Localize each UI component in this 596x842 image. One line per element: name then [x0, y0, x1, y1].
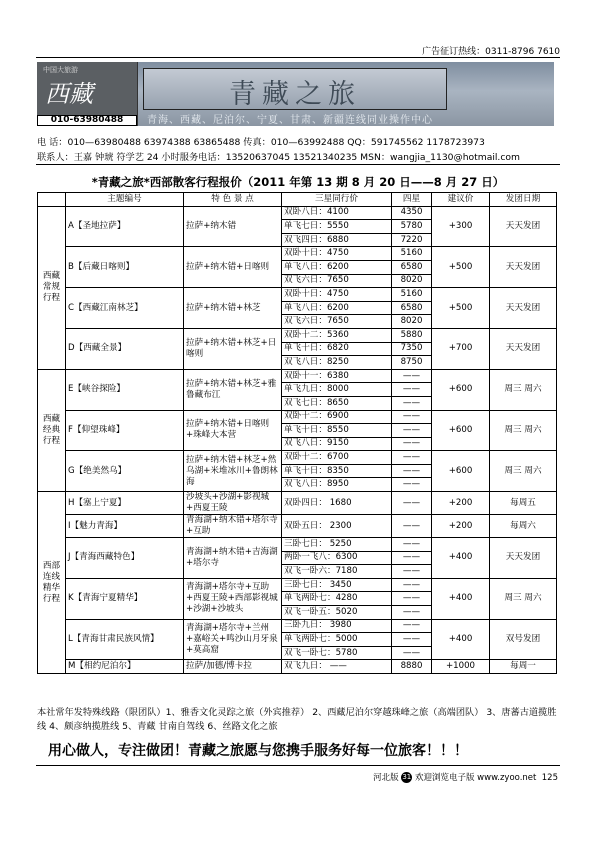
- four-star-price-cell: 8750: [392, 356, 432, 370]
- four-star-price-cell: ——: [392, 592, 432, 606]
- three-star-price-cell: 双飞八日：8950: [282, 478, 392, 492]
- four-star-price-cell: ——: [392, 515, 432, 538]
- route-spots-cell: 拉萨+纳木错+林芝+日喀则: [184, 328, 282, 369]
- header-cell: 四星: [392, 193, 432, 207]
- category-cell: 西藏经典行程: [38, 369, 66, 491]
- route-code-cell: A【圣地拉萨】: [66, 206, 184, 247]
- three-star-price-cell: 单飞两卧七：4280: [282, 592, 392, 606]
- route-spots-cell: 拉萨+纳木错+林芝: [184, 288, 282, 329]
- contact-divider: [36, 164, 560, 165]
- four-star-price-cell: 7220: [392, 233, 432, 247]
- suggested-price-cell: +1000: [432, 660, 490, 674]
- route-spots-cell: 青海湖+塔尔寺+互助+西夏王陵+西部影视城+沙湖+沙坡头: [184, 578, 282, 619]
- contact-persons: 联系人：王嘉 钟琥 符学艺 24 小时服务电话：13520637045 13521340235 MSN：wangjia_1130@hotmail.com: [37, 152, 520, 163]
- four-star-price-cell: 5160: [392, 247, 432, 261]
- suggested-price-cell: +700: [432, 328, 490, 369]
- route-spots-cell: 青海湖+纳木错+塔尔寺+互助: [184, 515, 282, 538]
- departure-date-cell: 周三 周六: [490, 369, 557, 410]
- route-spots-cell: 拉萨+纳木错+林芝+然乌湖+米堆冰川+鲁朗林海: [184, 451, 282, 492]
- departure-date-cell: 周三 周六: [490, 578, 557, 619]
- suggested-price-cell: +600: [432, 451, 490, 492]
- three-star-price-cell: 单飞九日：8000: [282, 383, 392, 397]
- three-star-price-cell: 双卧五日： 2300: [282, 515, 392, 538]
- three-star-price-cell: 两卧一飞八：6300: [282, 551, 392, 565]
- table-row: [38, 410, 557, 424]
- header-cell: 三星同行价: [282, 193, 392, 207]
- three-star-price-cell: 双卧八日：4100: [282, 206, 392, 220]
- four-star-price-cell: ——: [392, 383, 432, 397]
- contact-phones: 电 话：010—63980488 63974388 63865488 传真：010—63992488 QQ：591745562 1178723973: [37, 137, 485, 148]
- suggested-price-cell: +200: [432, 492, 490, 515]
- four-star-price-cell: ——: [392, 606, 432, 620]
- three-star-price-cell: 单飞两卧七：5000: [282, 633, 392, 647]
- four-star-price-cell: ——: [392, 478, 432, 492]
- top-divider: [36, 57, 560, 58]
- departure-date-cell: 每周一: [490, 660, 557, 674]
- route-spots-cell: 拉萨+纳木错+日喀则: [184, 247, 282, 288]
- route-code-cell: D【西藏全景】: [66, 328, 184, 369]
- table-row: [38, 619, 557, 633]
- route-code-cell: G【绝美然乌】: [66, 451, 184, 492]
- four-star-price-cell: 4350: [392, 206, 432, 220]
- table-row: [38, 328, 557, 342]
- four-star-price-cell: 8880: [392, 660, 432, 674]
- table-row: [38, 247, 557, 261]
- table-row: [38, 206, 557, 220]
- three-star-price-cell: 双飞一卧六：7180: [282, 565, 392, 579]
- four-star-price-cell: ——: [392, 578, 432, 592]
- three-star-price-cell: 双卧十日：4750: [282, 247, 392, 261]
- four-star-price-cell: ——: [392, 437, 432, 451]
- three-star-price-cell: 双飞八日：9150: [282, 437, 392, 451]
- three-star-price-cell: 三卧七日： 5250: [282, 538, 392, 552]
- table-row: [38, 515, 557, 538]
- route-code-cell: C【西藏江南林芝】: [66, 288, 184, 329]
- four-star-price-cell: 5160: [392, 288, 432, 302]
- bottom-divider: [36, 765, 560, 766]
- three-star-price-cell: 单飞十日：8550: [282, 424, 392, 438]
- suggested-price-cell: +600: [432, 410, 490, 451]
- table-row: [38, 492, 557, 515]
- four-star-price-cell: ——: [392, 424, 432, 438]
- departure-date-cell: 天天发团: [490, 538, 557, 579]
- header-cell: 发团日期: [490, 193, 557, 207]
- four-star-price-cell: ——: [392, 565, 432, 579]
- four-star-price-cell: ——: [392, 646, 432, 660]
- departure-date-cell: 天天发团: [490, 288, 557, 329]
- three-star-price-cell: 双卧十一：6380: [282, 369, 392, 383]
- three-star-price-cell: 双飞六日：7650: [282, 315, 392, 329]
- departure-date-cell: 每周五: [490, 492, 557, 515]
- brand-title: 青藏之旅: [229, 79, 361, 110]
- route-spots-cell: 拉萨/加德/博卡拉: [184, 660, 282, 674]
- logo: [37, 62, 138, 126]
- suggested-price-cell: +300: [432, 206, 490, 247]
- logo-phone: 010-63980488: [37, 115, 137, 126]
- special-routes-note: 本社常年发特殊线路（限团队）1、雅香文化灵踪之旅（外宾推荐） 2、西藏尼泊尔穿越珠峰之旅（高端团队） 3、唐蕃古道揽胜线 4、颇彦纳揽胜线 5、青藏 甘南自驾线 6、丝路文化之旅: [37, 707, 557, 732]
- route-spots-cell: 拉萨+纳木错+林芝+雅鲁藏布江: [184, 369, 282, 410]
- header-cell: 特 色 景 点: [184, 193, 282, 207]
- four-star-price-cell: ——: [392, 369, 432, 383]
- three-star-price-cell: 双飞一卧七：5780: [282, 646, 392, 660]
- three-star-price-cell: 三卧七日： 3450: [282, 578, 392, 592]
- route-code-cell: K【青海宁夏精华】: [66, 578, 184, 619]
- four-star-price-cell: 6580: [392, 301, 432, 315]
- category-cell: 西藏常规行程: [38, 206, 66, 369]
- four-star-price-cell: ——: [392, 451, 432, 465]
- route-spots-cell: 拉萨+纳木错+日喀则+珠峰大本营: [184, 410, 282, 451]
- three-star-price-cell: 双飞七日：8650: [282, 396, 392, 410]
- four-star-price-cell: ——: [392, 464, 432, 478]
- three-star-price-cell: 单飞八日：6200: [282, 260, 392, 274]
- header-cell: 建议价: [432, 193, 490, 207]
- three-star-price-cell: 单飞八日：6200: [282, 301, 392, 315]
- three-star-price-cell: 单飞十日：6820: [282, 342, 392, 356]
- route-code-cell: H【塞上宁夏】: [66, 492, 184, 515]
- table-row: [38, 288, 557, 302]
- three-star-price-cell: 单飞七日：5550: [282, 220, 392, 234]
- suggested-price-cell: +200: [432, 515, 490, 538]
- four-star-price-cell: 7350: [392, 342, 432, 356]
- issue-badge: 31: [402, 773, 412, 781]
- company-slogan: 用心做人，专注做团！青藏之旅愿与您携手服务好每一位旅客！！！: [48, 743, 468, 759]
- suggested-price-cell: +400: [432, 578, 490, 619]
- route-spots-cell: 青海湖+纳木错+吉海湖+塔尔寺: [184, 538, 282, 579]
- route-code-cell: L【青海甘肃民族风情】: [66, 619, 184, 660]
- page-number: 125: [541, 773, 558, 783]
- departure-date-cell: 双号发团: [490, 619, 557, 660]
- route-code-cell: E【峡谷探险】: [66, 369, 184, 410]
- table-header-row: [38, 193, 557, 207]
- suggested-price-cell: +500: [432, 247, 490, 288]
- footer-text: 欢迎浏览电子版 www.zyoo.net: [414, 773, 537, 783]
- category-cell: 西部连线精华行程: [38, 492, 66, 674]
- departure-date-cell: 周三 周六: [490, 451, 557, 492]
- route-code-cell: B【后藏日喀则】: [66, 247, 184, 288]
- departure-date-cell: 每周六: [490, 515, 557, 538]
- three-star-price-cell: 双卧十日：4750: [282, 288, 392, 302]
- four-star-price-cell: ——: [392, 551, 432, 565]
- three-star-price-cell: 单飞十日：8350: [282, 464, 392, 478]
- route-spots-cell: 拉萨+纳木错: [184, 206, 282, 247]
- route-code-cell: F【仰望珠峰】: [66, 410, 184, 451]
- route-code-cell: M【相约尼泊尔】: [66, 660, 184, 674]
- banner: [37, 62, 554, 126]
- four-star-price-cell: ——: [392, 619, 432, 633]
- four-star-price-cell: 8020: [392, 274, 432, 288]
- logo-small-text: 中国大旅游: [43, 66, 78, 74]
- four-star-price-cell: 5780: [392, 220, 432, 234]
- suggested-price-cell: +600: [432, 369, 490, 410]
- tour-price-table: [37, 192, 557, 674]
- three-star-price-cell: 双飞八日：8250: [282, 356, 392, 370]
- departure-date-cell: 天天发团: [490, 206, 557, 247]
- header-cell: 主题编号: [66, 193, 184, 207]
- table-row: [38, 451, 557, 465]
- four-star-price-cell: 8020: [392, 315, 432, 329]
- header-cell: [38, 193, 66, 207]
- route-code-cell: J【青海西藏特色】: [66, 538, 184, 579]
- three-star-price-cell: 双卧十二：6900: [282, 410, 392, 424]
- table-row: [38, 369, 557, 383]
- departure-date-cell: 周三 周六: [490, 410, 557, 451]
- suggested-price-cell: +400: [432, 538, 490, 579]
- page-title: *青藏之旅*西部散客行程报价（2011 年第 13 期 8 月 20 日——8 月 27 日）: [91, 175, 505, 189]
- three-star-price-cell: 双卧十二：5360: [282, 328, 392, 342]
- table-row: [38, 578, 557, 592]
- route-code-cell: I【魅力青海】: [66, 515, 184, 538]
- four-star-price-cell: ——: [392, 633, 432, 647]
- four-star-price-cell: 5880: [392, 328, 432, 342]
- brand-box: [143, 68, 447, 110]
- departure-date-cell: 天天发团: [490, 328, 557, 369]
- three-star-price-cell: 双飞九日： ——: [282, 660, 392, 674]
- four-star-price-cell: ——: [392, 492, 432, 515]
- route-spots-cell: 沙坡头+沙湖+影视城+西夏王陵: [184, 492, 282, 515]
- suggested-price-cell: +400: [432, 619, 490, 660]
- three-star-price-cell: 双飞四日：6880: [282, 233, 392, 247]
- edition-label: 河北版: [373, 773, 399, 783]
- three-star-price-cell: 双飞六日：7650: [282, 274, 392, 288]
- table-row: [38, 538, 557, 552]
- page-footer: [373, 771, 558, 783]
- logo-text: 西藏: [45, 80, 93, 108]
- ad-hotline: 广告征订热线：0311-8796 7610: [422, 47, 560, 57]
- suggested-price-cell: +500: [432, 288, 490, 329]
- departure-date-cell: 天天发团: [490, 247, 557, 288]
- banner-slogan: 青海、西藏、尼泊尔、宁夏、甘肃、新疆连线同业操作中心: [147, 115, 433, 126]
- four-star-price-cell: ——: [392, 396, 432, 410]
- four-star-price-cell: 6580: [392, 260, 432, 274]
- three-star-price-cell: 三卧九日： 3980: [282, 619, 392, 633]
- table-row: [38, 660, 557, 674]
- three-star-price-cell: 双卧十二：6700: [282, 451, 392, 465]
- three-star-price-cell: 双飞一卧五：5020: [282, 606, 392, 620]
- four-star-price-cell: ——: [392, 538, 432, 552]
- four-star-price-cell: ——: [392, 410, 432, 424]
- three-star-price-cell: 双卧四日： 1680: [282, 492, 392, 515]
- route-spots-cell: 青海湖+塔尔寺+兰州+嘉峪关+鸣沙山月牙泉+莫高窟: [184, 619, 282, 660]
